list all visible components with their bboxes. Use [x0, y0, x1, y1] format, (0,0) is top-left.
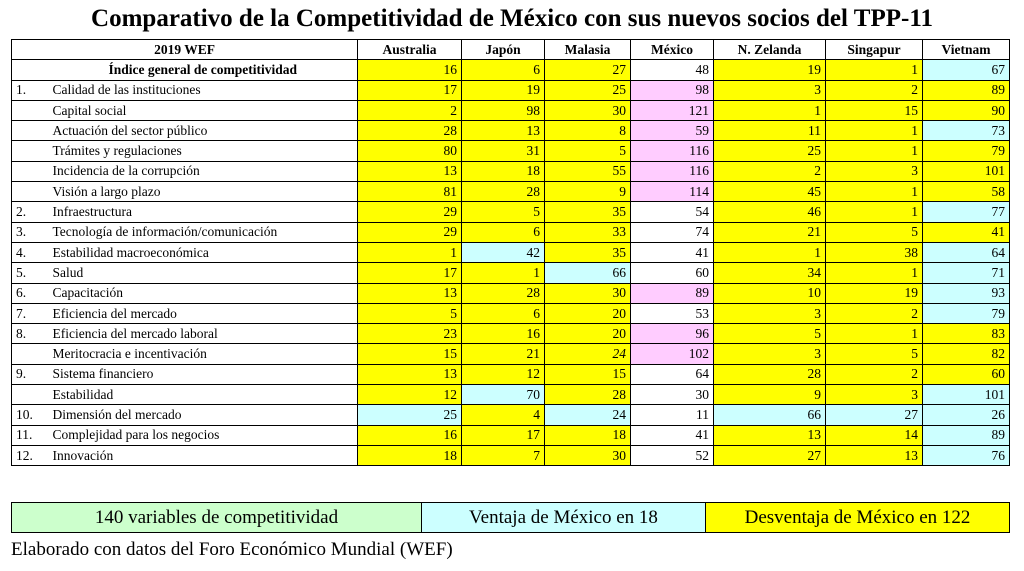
variables-count: 140 variables de competitividad	[12, 503, 422, 533]
row-label: Visión a largo plazo	[49, 182, 358, 202]
row-label: Calidad de las instituciones	[49, 80, 358, 100]
mexico-advantage: Ventaja de México en 18	[422, 503, 706, 533]
rank-cell: 5	[714, 324, 826, 344]
row-index	[12, 100, 49, 120]
table-row	[12, 202, 1010, 222]
table-row	[12, 283, 1010, 303]
rank-cell: 15	[826, 100, 923, 120]
rank-cell: 27	[545, 60, 631, 80]
rank-cell: 70	[462, 385, 545, 405]
rank-cell: 79	[923, 141, 1010, 161]
rank-cell: 27	[714, 445, 826, 465]
row-label: Trámites y regulaciones	[49, 141, 358, 161]
table-row	[12, 445, 1010, 465]
rank-cell: 45	[714, 182, 826, 202]
rank-cell: 16	[358, 60, 462, 80]
rank-cell: 3	[714, 80, 826, 100]
table-row	[12, 242, 1010, 262]
rank-cell: 81	[358, 182, 462, 202]
row-index	[12, 161, 49, 181]
rank-cell: 38	[826, 242, 923, 262]
rank-cell: 59	[631, 121, 714, 141]
rank-cell: 13	[358, 364, 462, 384]
rank-cell: 29	[358, 202, 462, 222]
row-index	[12, 344, 49, 364]
rank-cell: 74	[631, 222, 714, 242]
row-label: Meritocracia e incentivación	[49, 344, 358, 364]
row-label: Capacitación	[49, 283, 358, 303]
table-row	[12, 141, 1010, 161]
rank-cell: 8	[545, 121, 631, 141]
header-indicator: 2019 WEF	[12, 40, 358, 60]
row-label: Dimensión del mercado	[49, 405, 358, 425]
rank-cell: 67	[923, 60, 1010, 80]
row-index: 9.	[12, 364, 49, 384]
rank-cell: 25	[714, 141, 826, 161]
rank-cell: 79	[923, 303, 1010, 323]
table-row	[12, 263, 1010, 283]
table-row	[12, 121, 1010, 141]
rank-cell: 2	[714, 161, 826, 181]
rank-cell: 18	[462, 161, 545, 181]
rank-cell: 18	[545, 425, 631, 445]
rank-cell: 3	[826, 161, 923, 181]
table-row	[12, 405, 1010, 425]
row-label: Actuación del sector público	[49, 121, 358, 141]
rank-cell: 116	[631, 161, 714, 181]
header-country: Australia	[358, 40, 462, 60]
rank-cell: 76	[923, 445, 1010, 465]
rank-cell: 9	[545, 182, 631, 202]
rank-cell: 83	[923, 324, 1010, 344]
rank-cell: 93	[923, 283, 1010, 303]
rank-cell: 55	[545, 161, 631, 181]
rank-cell: 64	[631, 364, 714, 384]
rank-cell: 102	[631, 344, 714, 364]
rank-cell: 25	[545, 80, 631, 100]
rank-cell: 41	[923, 222, 1010, 242]
summary-row	[12, 503, 1010, 533]
rank-cell: 19	[462, 80, 545, 100]
rank-cell: 73	[923, 121, 1010, 141]
rank-cell: 101	[923, 385, 1010, 405]
rank-cell: 89	[923, 80, 1010, 100]
rank-cell: 15	[358, 344, 462, 364]
rank-cell: 2	[826, 364, 923, 384]
rank-cell: 13	[714, 425, 826, 445]
row-index: 1.	[12, 80, 49, 100]
rank-cell: 41	[631, 242, 714, 262]
rank-cell: 25	[358, 405, 462, 425]
rank-cell: 1	[826, 121, 923, 141]
rank-cell: 16	[462, 324, 545, 344]
rank-cell: 1	[826, 202, 923, 222]
rank-cell: 35	[545, 242, 631, 262]
rank-cell: 21	[714, 222, 826, 242]
rank-cell: 30	[545, 100, 631, 120]
rank-cell: 11	[631, 405, 714, 425]
rank-cell: 42	[462, 242, 545, 262]
rank-cell: 5	[545, 141, 631, 161]
rank-cell: 5	[826, 222, 923, 242]
rank-cell: 89	[631, 283, 714, 303]
rank-cell: 1	[358, 242, 462, 262]
row-index	[12, 121, 49, 141]
row-index: 4.	[12, 242, 49, 262]
rank-cell: 27	[826, 405, 923, 425]
rank-cell: 17	[462, 425, 545, 445]
rank-cell: 96	[631, 324, 714, 344]
table-row	[12, 344, 1010, 364]
rank-cell: 82	[923, 344, 1010, 364]
rank-cell: 21	[462, 344, 545, 364]
table-row	[12, 80, 1010, 100]
rank-cell: 1	[462, 263, 545, 283]
table-row	[12, 161, 1010, 181]
rank-cell: 28	[358, 121, 462, 141]
rank-cell: 24	[545, 344, 631, 364]
table-row	[12, 425, 1010, 445]
rank-cell: 9	[714, 385, 826, 405]
rank-cell: 116	[631, 141, 714, 161]
rank-cell: 13	[358, 161, 462, 181]
rank-cell: 17	[358, 263, 462, 283]
rank-cell: 1	[826, 182, 923, 202]
table-body	[12, 60, 1010, 466]
rank-cell: 46	[714, 202, 826, 222]
row-index: 10.	[12, 405, 49, 425]
rank-cell: 1	[826, 141, 923, 161]
rank-cell: 13	[358, 283, 462, 303]
row-label: Salud	[49, 263, 358, 283]
rank-cell: 121	[631, 100, 714, 120]
rank-cell: 19	[826, 283, 923, 303]
rank-cell: 2	[358, 100, 462, 120]
row-index: 7.	[12, 303, 49, 323]
row-label: Eficiencia del mercado	[49, 303, 358, 323]
rank-cell: 1	[714, 242, 826, 262]
rank-cell: 1	[826, 324, 923, 344]
rank-cell: 15	[545, 364, 631, 384]
row-index: 5.	[12, 263, 49, 283]
rank-cell: 6	[462, 60, 545, 80]
rank-cell: 34	[714, 263, 826, 283]
rank-cell: 60	[631, 263, 714, 283]
rank-cell: 28	[462, 283, 545, 303]
rank-cell: 48	[631, 60, 714, 80]
row-label: Estabilidad macroeconómica	[49, 242, 358, 262]
rank-cell: 11	[714, 121, 826, 141]
table-row	[12, 60, 1010, 80]
rank-cell: 30	[545, 283, 631, 303]
row-index	[12, 385, 49, 405]
table-row	[12, 385, 1010, 405]
mexico-disadvantage: Desventaja de México en 122	[706, 503, 1010, 533]
rank-cell: 28	[545, 385, 631, 405]
rank-cell: 98	[462, 100, 545, 120]
rank-cell: 3	[714, 344, 826, 364]
header-country: Japón	[462, 40, 545, 60]
rank-cell: 98	[631, 80, 714, 100]
rank-cell: 80	[358, 141, 462, 161]
rank-cell: 64	[923, 242, 1010, 262]
rank-cell: 41	[631, 425, 714, 445]
rank-cell: 16	[358, 425, 462, 445]
rank-cell: 58	[923, 182, 1010, 202]
page-title: Comparativo de la Competitividad de México con sus nuevos socios del TPP-11	[91, 5, 933, 32]
rank-cell: 13	[826, 445, 923, 465]
rank-cell: 6	[462, 222, 545, 242]
rank-cell: 30	[545, 445, 631, 465]
rank-cell: 52	[631, 445, 714, 465]
header-country: Vietnam	[923, 40, 1010, 60]
table-row	[12, 182, 1010, 202]
rank-cell: 6	[462, 303, 545, 323]
table-row	[12, 100, 1010, 120]
rank-cell: 30	[631, 385, 714, 405]
rank-cell: 26	[923, 405, 1010, 425]
summary-table	[11, 502, 1010, 533]
row-label: Estabilidad	[49, 385, 358, 405]
table-row	[12, 303, 1010, 323]
rank-cell: 12	[358, 385, 462, 405]
row-index: 8.	[12, 324, 49, 344]
source-note: Elaborado con datos del Foro Económico Mundial (WEF)	[11, 539, 453, 560]
row-index	[12, 60, 49, 80]
row-label: Infraestructura	[49, 202, 358, 222]
table-row	[12, 222, 1010, 242]
rank-cell: 35	[545, 202, 631, 222]
row-index: 2.	[12, 202, 49, 222]
rank-cell: 1	[826, 60, 923, 80]
row-label: Innovación	[49, 445, 358, 465]
header-country: N. Zelanda	[714, 40, 826, 60]
rank-cell: 12	[462, 364, 545, 384]
rank-cell: 23	[358, 324, 462, 344]
rank-cell: 60	[923, 364, 1010, 384]
rank-cell: 53	[631, 303, 714, 323]
header-country: Malasia	[545, 40, 631, 60]
rank-cell: 71	[923, 263, 1010, 283]
rank-cell: 90	[923, 100, 1010, 120]
rank-cell: 13	[462, 121, 545, 141]
rank-cell: 17	[358, 80, 462, 100]
row-index: 12.	[12, 445, 49, 465]
rank-cell: 2	[826, 303, 923, 323]
row-label: Sistema financiero	[49, 364, 358, 384]
rank-cell: 101	[923, 161, 1010, 181]
rank-cell: 19	[714, 60, 826, 80]
rank-cell: 54	[631, 202, 714, 222]
row-index	[12, 182, 49, 202]
rank-cell: 2	[826, 80, 923, 100]
rank-cell: 28	[714, 364, 826, 384]
rank-cell: 20	[545, 303, 631, 323]
competitiveness-table	[11, 39, 1010, 466]
table-row	[12, 364, 1010, 384]
rank-cell: 5	[826, 344, 923, 364]
rank-cell: 3	[826, 385, 923, 405]
rank-cell: 77	[923, 202, 1010, 222]
rank-cell: 29	[358, 222, 462, 242]
row-index: 11.	[12, 425, 49, 445]
rank-cell: 31	[462, 141, 545, 161]
rank-cell: 14	[826, 425, 923, 445]
rank-cell: 24	[545, 405, 631, 425]
row-label: Tecnología de información/comunicación	[49, 222, 358, 242]
row-label: Índice general de competitividad	[49, 60, 358, 80]
row-index: 6.	[12, 283, 49, 303]
row-label: Incidencia de la corrupción	[49, 161, 358, 181]
rank-cell: 1	[714, 100, 826, 120]
header-country: Singapur	[826, 40, 923, 60]
table-row	[12, 324, 1010, 344]
rank-cell: 5	[358, 303, 462, 323]
row-label: Complejidad para los negocios	[49, 425, 358, 445]
rank-cell: 114	[631, 182, 714, 202]
rank-cell: 20	[545, 324, 631, 344]
table-header-row	[12, 40, 1010, 60]
row-index	[12, 141, 49, 161]
row-index: 3.	[12, 222, 49, 242]
rank-cell: 5	[462, 202, 545, 222]
row-label: Eficiencia del mercado laboral	[49, 324, 358, 344]
rank-cell: 10	[714, 283, 826, 303]
rank-cell: 28	[462, 182, 545, 202]
rank-cell: 7	[462, 445, 545, 465]
rank-cell: 66	[545, 263, 631, 283]
rank-cell: 18	[358, 445, 462, 465]
rank-cell: 33	[545, 222, 631, 242]
header-country: México	[631, 40, 714, 60]
row-label: Capital social	[49, 100, 358, 120]
rank-cell: 1	[826, 263, 923, 283]
rank-cell: 89	[923, 425, 1010, 445]
rank-cell: 3	[714, 303, 826, 323]
rank-cell: 4	[462, 405, 545, 425]
rank-cell: 66	[714, 405, 826, 425]
